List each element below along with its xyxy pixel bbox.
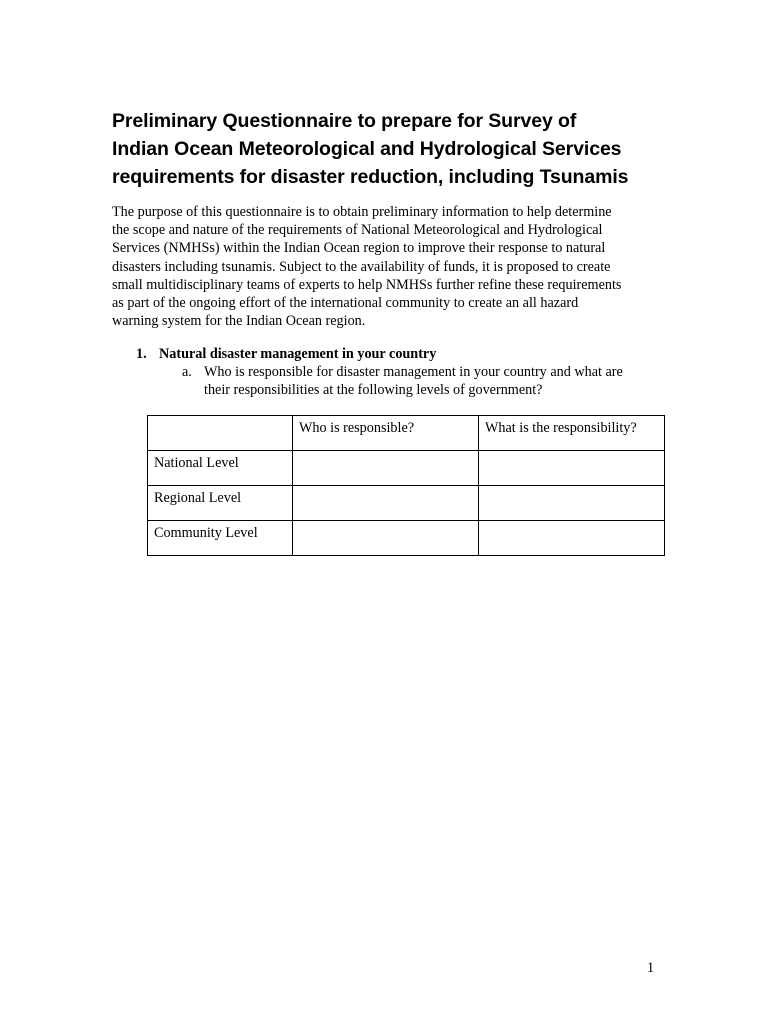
section-number: 1. [136,346,147,362]
question-text [204,363,674,399]
section-heading [112,345,672,363]
who-responsible-cell[interactable] [293,486,479,521]
section-title: Natural disaster management in your country [159,346,437,362]
table-row [148,451,665,486]
intro-line: disasters including tsunamis. Subject to the availability of funds, it is proposed to create [112,258,611,275]
intro-line: small multidisciplinary teams of experts to help NMHSs further refine these requirements [112,276,622,293]
responsibility-cell[interactable] [479,451,665,486]
who-responsible-cell[interactable] [293,451,479,486]
intro-line: The purpose of this questionnaire is to obtain preliminary information to help determine [112,204,612,220]
intro-line: Services (NMHSs) within the Indian Ocean region to improve their response to natural [112,240,606,257]
table-header-cell: Who is responsible? [293,416,479,451]
who-responsible-cell[interactable] [293,521,479,556]
responsibility-table [147,415,665,556]
level-cell: National Level [148,451,293,486]
intro-line: the scope and nature of the requirements of National Meteorological and Hydrological [112,222,603,239]
table-header-row [148,416,665,451]
responsibility-cell[interactable] [479,486,665,521]
question-line: their responsibilities at the following levels of government? [204,382,543,398]
title-line: requirements for disaster reduction, including Tsunamis [112,166,629,188]
intro-line: as part of the ongoing effort of the international community to create an all hazard [112,295,579,312]
title-line: Preliminary Questionnaire to prepare for Survey of [112,110,577,132]
level-cell: Community Level [148,521,293,556]
table-header-cell: What is the responsibility? [479,416,665,451]
question-a [112,363,672,399]
intro-line: warning system for the Indian Ocean region. [112,313,366,330]
question-line: Who is responsible for disaster management in your country and what are [204,364,623,380]
title-line: Indian Ocean Meteorological and Hydrological Services [112,138,622,160]
table-row [148,521,665,556]
section-1 [112,345,672,399]
document-title [112,107,712,191]
level-cell: Regional Level [148,486,293,521]
intro-paragraph [112,203,672,330]
table-row [148,486,665,521]
responsibility-cell[interactable] [479,521,665,556]
page-number: 1 [647,960,655,976]
table-header-cell [148,416,293,451]
question-label: a. [182,364,192,380]
